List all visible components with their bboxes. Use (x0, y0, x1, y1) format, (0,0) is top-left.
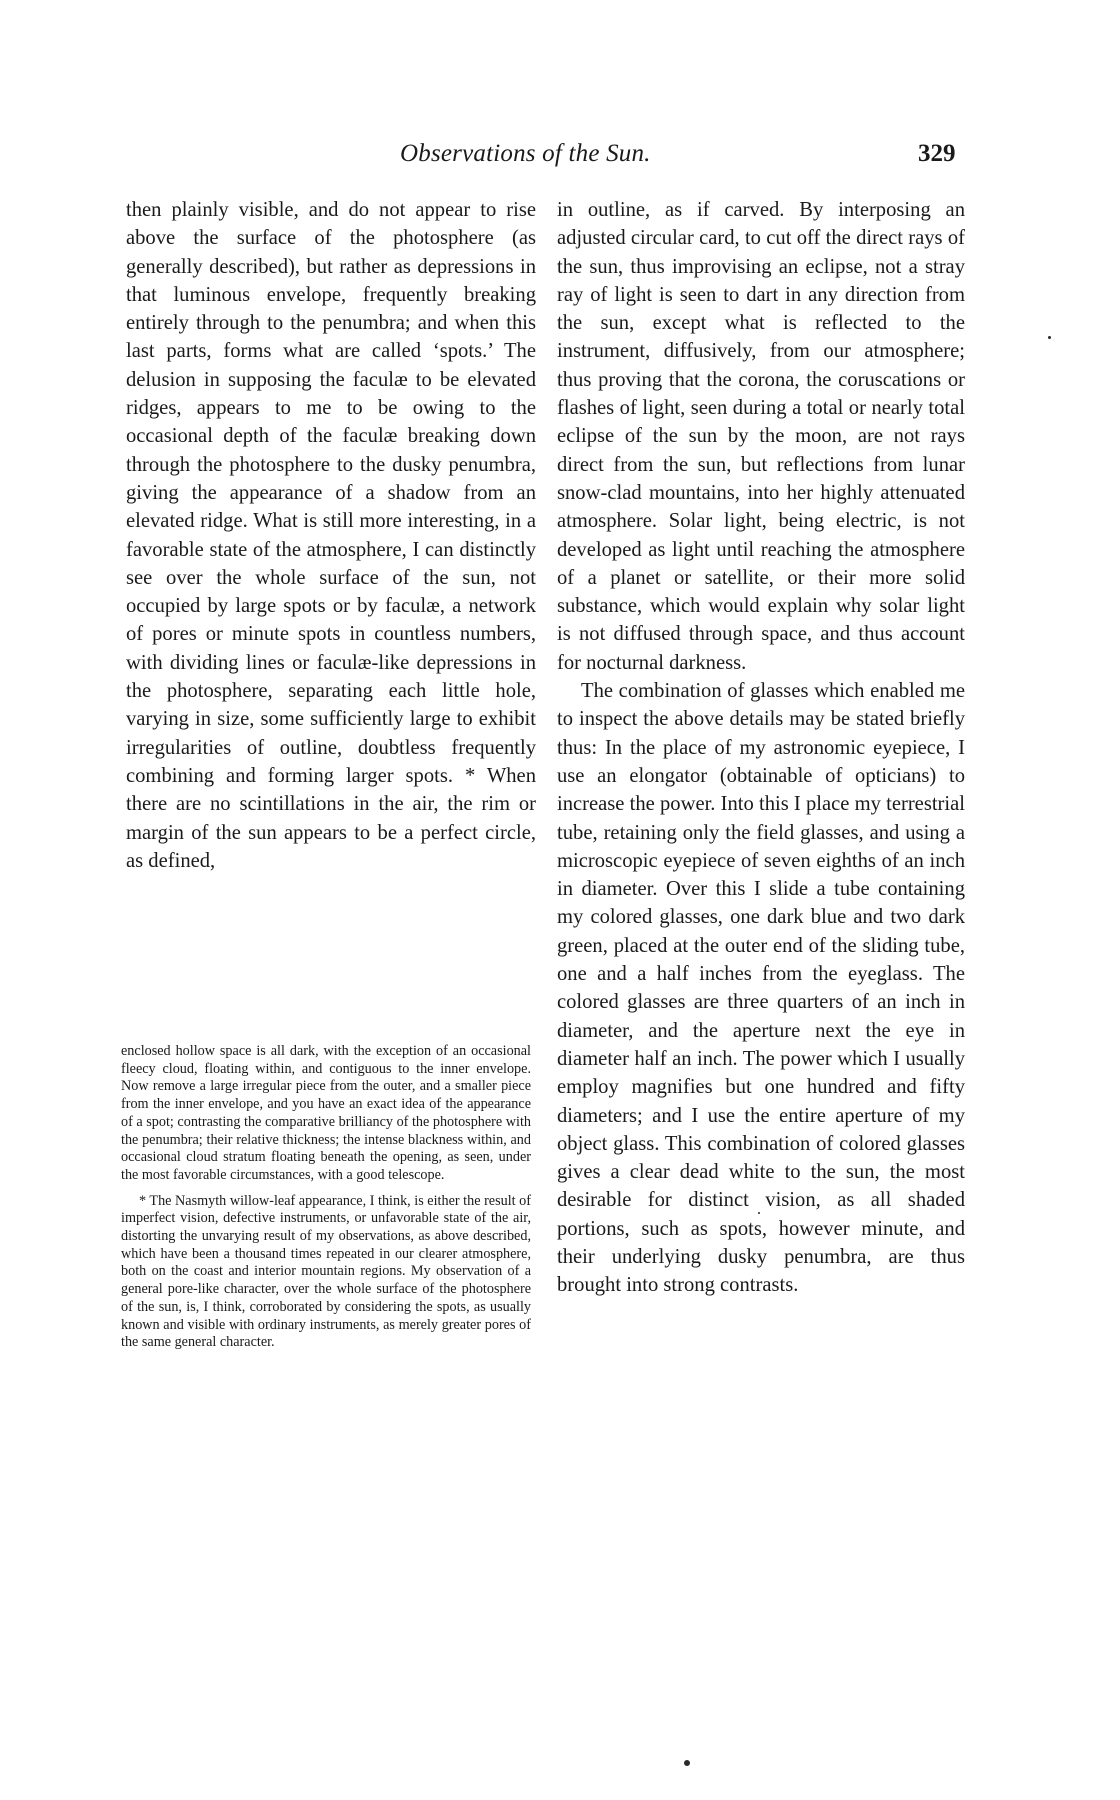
print-speck (758, 1212, 760, 1214)
print-speck (1048, 336, 1051, 339)
right-column (557, 196, 965, 1300)
footnotes (121, 1043, 531, 1360)
print-speck (684, 1760, 690, 1766)
left-column-paragraph: then plainly visible, and do not appear to rise above the surface of the photosphere (as generally described), but rather as depressions in that luminous envelope, frequently breaking entirely through to the penumbra; and when this last parts, forms what are called ‘spots.’ The delusion in supposing the faculæ to be elevated ridges, appears to me to be owing to the occasional depth of the faculæ breaking down through the photosphere to the dusky penumbra, giving the appearance of a shadow from an elevated ridge. What is still more interesting, in a favorable state of the atmosphere, I can distinctly see over the whole surface of the sun, not occupied by large spots or by faculæ, a network of pores or minute spots in countless numbers, with dividing lines or faculæ-like depressions in the photosphere, separating each little hole, varying in size, some sufficiently large to exhibit irregularities of outline, doubtless frequently combining and forming larger spots. * When there are no scintillations in the air, the rim or margin of the sun appears to be a perfect circle, as defined, (126, 199, 536, 872)
running-head (0, 140, 1120, 180)
running-title: Observations of the Sun. (400, 140, 651, 167)
page-number: 329 (918, 140, 956, 167)
right-column-paragraph-1: in outline, as if carved. By interposing an adjusted circular card, to cut off the direct rays of the sun, thus improvising an eclipse, not a stray ray of light is seen to dart in any direction from the sun, except what is reflected to the instrument, diffusively, from our atmosphere; thus proving that the corona, the coruscations or flashes of light, seen during a total or nearly total eclipse of the sun by the moon, are not rays direct from the sun, but reflections from lunar snow-clad mountains, into her highly attenuated atmosphere. Solar light, being electric, is not developed as light until reaching the atmosphere of a planet or satellite, or their more solid substance, which would explain why solar light is not diffused through space, and thus account for nocturnal darkness. (557, 199, 965, 674)
left-column (126, 196, 536, 875)
footnote-continued: enclosed hollow space is all dark, with the exception of an occasional fleecy cloud, floating within, and contiguous to the inner envelope. Now remove a large irregular piece from the outer, and a smaller piece from the inner envelope, and you have an exact idea of the appearance of a spot; contrasting the comparative brilliancy of the photosphere with the penumbra; their relative thickness; the intense blackness within, and occasional cloud stratum floating beneath the opening, as seen, under the most favorable circumstances, with a good telescope. (121, 1043, 531, 1183)
footnote-asterisk: * The Nasmyth willow-leaf appearance, I think, is either the result of imperfect vision, defective instruments, or unfavorable state of the air, distorting the unvarying result of my observations, as above described, which have been a thousand times repeated in our clearer atmosphere, both on the coast and interior mountain regions. My observation of a general pore-like character, over the whole surface of the photosphere of the sun, is, I think, corroborated by considering the spots, as usually known and visible with ordinary instruments, as merely greater pores of the same general character. (121, 1192, 531, 1351)
right-column-paragraph-2: The combination of glasses which enabled me to inspect the above details may be stated briefly thus: In the place of my astronomic eyepiece, I use an elongator (obtainable of opticians) to increase the power. Into this I place my terrestrial tube, retaining only the field glasses, and using a microscopic eyepiece of seven eighths of an inch in diameter. Over this I slide a tube containing my colored glasses, one dark blue and two dark green, placed at the outer end of the sliding tube, one and a half inches from the eyeglass. The colored glasses are three quarters of an inch in diameter, and the aperture next the eye in diameter half an inch. The power which I usually employ magnifies but one hundred and fifty diameters; and I use the entire aperture of my object glass. This combination of colored glasses gives a clear dead white to the sun, the most desirable for distinct vision, as all shaded portions, such as spots, however minute, and their underlying dusky penumbra, are thus brought into strong contrasts. (557, 680, 965, 1297)
